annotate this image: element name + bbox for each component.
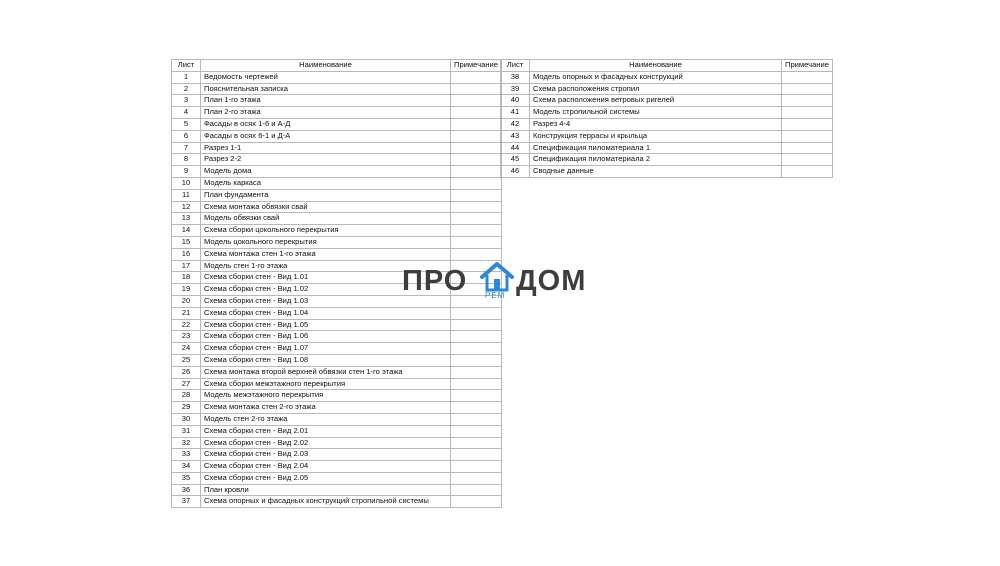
sheet-name-cell: Модель каркаса bbox=[201, 177, 451, 189]
sheet-name-cell: Спецификация пиломатериала 1 bbox=[530, 142, 782, 154]
table-row bbox=[172, 107, 502, 119]
note-cell bbox=[451, 142, 502, 154]
note-cell bbox=[782, 95, 833, 107]
table-row bbox=[172, 390, 502, 402]
table-row bbox=[172, 95, 502, 107]
table-row bbox=[501, 95, 833, 107]
table-row bbox=[172, 236, 502, 248]
sheet-number-cell: 25 bbox=[172, 354, 201, 366]
table-row bbox=[172, 213, 502, 225]
sheet-number-cell: 3 bbox=[172, 95, 201, 107]
table-row bbox=[501, 83, 833, 95]
sheet-name-cell: Схема сборки стен - Вид 1.03 bbox=[201, 295, 451, 307]
sheet-name-cell: Модель стен 1-го этажа bbox=[201, 260, 451, 272]
sheet-number-cell: 20 bbox=[172, 295, 201, 307]
sheet-number-cell: 5 bbox=[172, 118, 201, 130]
sheet-number-cell: 4 bbox=[172, 107, 201, 119]
note-cell bbox=[451, 343, 502, 355]
note-cell bbox=[782, 142, 833, 154]
table-row bbox=[172, 449, 502, 461]
sheet-name-cell: Модель межэтажного перекрытия bbox=[201, 390, 451, 402]
table-row bbox=[172, 366, 502, 378]
sheet-number-cell: 8 bbox=[172, 154, 201, 166]
sheet-number-cell: 23 bbox=[172, 331, 201, 343]
table-row bbox=[172, 201, 502, 213]
table-row bbox=[501, 154, 833, 166]
sheet-name-cell: Схема сборки стен - Вид 2.01 bbox=[201, 425, 451, 437]
sheet-name-cell: Схема сборки стен - Вид 1.08 bbox=[201, 354, 451, 366]
sheet-name-cell: План фундамента bbox=[201, 189, 451, 201]
note-cell bbox=[451, 177, 502, 189]
sheet-name-cell: Схема сборки стен - Вид 1.06 bbox=[201, 331, 451, 343]
sheet-number-cell: 29 bbox=[172, 402, 201, 414]
table-row bbox=[172, 378, 502, 390]
note-cell bbox=[451, 71, 502, 83]
sheet-name-cell: Модель цокольного перекрытия bbox=[201, 236, 451, 248]
sheet-number-cell: 11 bbox=[172, 189, 201, 201]
sheet-name-cell: Модель опорных и фасадных конструкций bbox=[530, 71, 782, 83]
note-cell bbox=[451, 496, 502, 508]
note-cell bbox=[451, 449, 502, 461]
logo-text-right: ДОМ bbox=[516, 265, 587, 297]
note-cell bbox=[782, 166, 833, 178]
sheet-number-cell: 18 bbox=[172, 272, 201, 284]
table-row bbox=[172, 307, 502, 319]
note-cell bbox=[451, 107, 502, 119]
sheet-name-cell: Модель стен 2-го этажа bbox=[201, 413, 451, 425]
table-row bbox=[172, 118, 502, 130]
note-cell bbox=[451, 366, 502, 378]
header-note: Примечание bbox=[782, 60, 833, 72]
note-cell bbox=[451, 189, 502, 201]
note-cell bbox=[451, 484, 502, 496]
sheet-number-cell: 2 bbox=[172, 83, 201, 95]
sheet-name-cell: Разрез 4-4 bbox=[530, 118, 782, 130]
sheet-number-cell: 26 bbox=[172, 366, 201, 378]
sheet-number-cell: 17 bbox=[172, 260, 201, 272]
note-cell bbox=[451, 413, 502, 425]
house-icon bbox=[479, 262, 515, 292]
logo-subtext: РЕМ bbox=[485, 291, 506, 300]
table-row bbox=[172, 225, 502, 237]
sheet-number-cell: 46 bbox=[501, 166, 530, 178]
sheet-name-cell: Схема сборки стен - Вид 2.02 bbox=[201, 437, 451, 449]
sheet-number-cell: 14 bbox=[172, 225, 201, 237]
sheet-number-cell: 32 bbox=[172, 437, 201, 449]
table-row bbox=[501, 142, 833, 154]
sheet-number-cell: 30 bbox=[172, 413, 201, 425]
sheet-name-cell: План 1-го этажа bbox=[201, 95, 451, 107]
header-sheet-number: Лист bbox=[501, 60, 530, 72]
table-row bbox=[172, 343, 502, 355]
table-row bbox=[172, 189, 502, 201]
note-cell bbox=[451, 378, 502, 390]
sheet-number-cell: 24 bbox=[172, 343, 201, 355]
note-cell bbox=[451, 390, 502, 402]
table-row bbox=[172, 142, 502, 154]
sheet-name-cell: Фасады в осях 1-6 и А-Д bbox=[201, 118, 451, 130]
sheet-name-cell: Разрез 1-1 bbox=[201, 142, 451, 154]
sheet-name-cell: Модель стропильной системы bbox=[530, 107, 782, 119]
sheet-number-cell: 45 bbox=[501, 154, 530, 166]
table-row bbox=[172, 402, 502, 414]
sheet-name-cell: Схема монтажа стен 1-го этажа bbox=[201, 248, 451, 260]
drawings-list-table-right bbox=[500, 59, 833, 178]
sheet-number-cell: 28 bbox=[172, 390, 201, 402]
note-cell bbox=[451, 437, 502, 449]
note-cell bbox=[451, 307, 502, 319]
sheet-name-cell: Схема сборки межэтажного перекрытия bbox=[201, 378, 451, 390]
note-cell bbox=[451, 130, 502, 142]
sheet-number-cell: 38 bbox=[501, 71, 530, 83]
sheet-number-cell: 10 bbox=[172, 177, 201, 189]
sheet-name-cell: Пояснительная записка bbox=[201, 83, 451, 95]
table-row bbox=[172, 177, 502, 189]
note-cell bbox=[451, 225, 502, 237]
note-cell bbox=[451, 402, 502, 414]
sheet-number-cell: 12 bbox=[172, 201, 201, 213]
table-row bbox=[172, 472, 502, 484]
sheet-name-cell: План кровли bbox=[201, 484, 451, 496]
table-row bbox=[501, 118, 833, 130]
pro-dom-logo bbox=[402, 262, 602, 304]
sheet-number-cell: 31 bbox=[172, 425, 201, 437]
sheet-name-cell: Фасады в осях 6-1 и Д-А bbox=[201, 130, 451, 142]
sheet-number-cell: 13 bbox=[172, 213, 201, 225]
sheet-number-cell: 16 bbox=[172, 248, 201, 260]
table-row bbox=[172, 130, 502, 142]
table-row bbox=[172, 354, 502, 366]
header-name: Наименование bbox=[530, 60, 782, 72]
table-row bbox=[172, 461, 502, 473]
note-cell bbox=[451, 95, 502, 107]
note-cell bbox=[782, 154, 833, 166]
sheet-number-cell: 41 bbox=[501, 107, 530, 119]
sheet-name-cell: Схема монтажа обвязки свай bbox=[201, 201, 451, 213]
sheet-name-cell: Схема сборки стен - Вид 1.05 bbox=[201, 319, 451, 331]
note-cell bbox=[782, 107, 833, 119]
table-row bbox=[172, 154, 502, 166]
header-name: Наименование bbox=[201, 60, 451, 72]
sheet-number-cell: 6 bbox=[172, 130, 201, 142]
sheet-name-cell: Сводные данные bbox=[530, 166, 782, 178]
header-note: Примечание bbox=[451, 60, 502, 72]
sheet-number-cell: 27 bbox=[172, 378, 201, 390]
note-cell bbox=[451, 118, 502, 130]
table-row bbox=[501, 71, 833, 83]
note-cell bbox=[451, 354, 502, 366]
table-header-row bbox=[172, 60, 502, 72]
note-cell bbox=[451, 213, 502, 225]
note-cell bbox=[451, 331, 502, 343]
table-row bbox=[172, 71, 502, 83]
sheet-name-cell: Модель обвязки свай bbox=[201, 213, 451, 225]
sheet-name-cell: Схема сборки стен - Вид 1.04 bbox=[201, 307, 451, 319]
note-cell bbox=[451, 236, 502, 248]
note-cell bbox=[451, 83, 502, 95]
sheet-name-cell: Конструкция террасы и крыльца bbox=[530, 130, 782, 142]
table-row bbox=[501, 166, 833, 178]
sheet-name-cell: Ведомость чертежей bbox=[201, 71, 451, 83]
header-sheet-number: Лист bbox=[172, 60, 201, 72]
sheet-name-cell: Схема расположения стропил bbox=[530, 83, 782, 95]
sheet-number-cell: 44 bbox=[501, 142, 530, 154]
sheet-number-cell: 40 bbox=[501, 95, 530, 107]
sheet-number-cell: 35 bbox=[172, 472, 201, 484]
sheet-name-cell: Схема сборки стен - Вид 1.02 bbox=[201, 284, 451, 296]
sheet-number-cell: 21 bbox=[172, 307, 201, 319]
sheet-name-cell: Схема сборки стен - Вид 1.01 bbox=[201, 272, 451, 284]
note-cell bbox=[451, 425, 502, 437]
sheet-number-cell: 39 bbox=[501, 83, 530, 95]
sheet-name-cell: План 2-го этажа bbox=[201, 107, 451, 119]
sheet-number-cell: 15 bbox=[172, 236, 201, 248]
sheet-name-cell: Схема сборки цокольного перекрытия bbox=[201, 225, 451, 237]
note-cell bbox=[782, 130, 833, 142]
right-table-body bbox=[501, 71, 833, 177]
note-cell bbox=[451, 248, 502, 260]
note-cell bbox=[451, 166, 502, 178]
sheet-name-cell: Модель дома bbox=[201, 166, 451, 178]
table-header-row bbox=[501, 60, 833, 72]
sheet-number-cell: 9 bbox=[172, 166, 201, 178]
sheet-number-cell: 42 bbox=[501, 118, 530, 130]
sheet-number-cell: 1 bbox=[172, 71, 201, 83]
sheet-name-cell: Схема расположения ветровых ригелей bbox=[530, 95, 782, 107]
sheet-name-cell: Спецификация пиломатериала 2 bbox=[530, 154, 782, 166]
table-row bbox=[172, 319, 502, 331]
table-row bbox=[172, 437, 502, 449]
table-row bbox=[172, 425, 502, 437]
sheet-number-cell: 22 bbox=[172, 319, 201, 331]
table-row bbox=[172, 248, 502, 260]
note-cell bbox=[451, 201, 502, 213]
table-row bbox=[172, 496, 502, 508]
table-row bbox=[172, 484, 502, 496]
sheet-number-cell: 34 bbox=[172, 461, 201, 473]
sheet-name-cell: Схема сборки стен - Вид 1.07 bbox=[201, 343, 451, 355]
sheet-name-cell: Схема сборки стен - Вид 2.05 bbox=[201, 472, 451, 484]
sheet-number-cell: 33 bbox=[172, 449, 201, 461]
sheet-number-cell: 7 bbox=[172, 142, 201, 154]
sheet-name-cell: Разрез 2-2 bbox=[201, 154, 451, 166]
table-row bbox=[172, 83, 502, 95]
note-cell bbox=[782, 83, 833, 95]
note-cell bbox=[451, 319, 502, 331]
sheet-name-cell: Схема сборки стен - Вид 2.03 bbox=[201, 449, 451, 461]
table-row bbox=[172, 166, 502, 178]
sheet-name-cell: Схема сборки стен - Вид 2.04 bbox=[201, 461, 451, 473]
sheet-name-cell: Схема монтажа второй верхней обвязки стен 1-го этажа bbox=[201, 366, 451, 378]
note-cell bbox=[451, 154, 502, 166]
note-cell bbox=[451, 461, 502, 473]
logo-text-left: ПРО bbox=[402, 265, 468, 297]
sheet-name-cell: Схема опорных и фасадных конструкций стропильной системы bbox=[201, 496, 451, 508]
note-cell bbox=[451, 472, 502, 484]
sheet-number-cell: 36 bbox=[172, 484, 201, 496]
note-cell bbox=[782, 71, 833, 83]
sheet-number-cell: 19 bbox=[172, 284, 201, 296]
table-row bbox=[172, 331, 502, 343]
sheet-name-cell: Схема монтажа стен 2-го этажа bbox=[201, 402, 451, 414]
note-cell bbox=[782, 118, 833, 130]
table-row bbox=[501, 130, 833, 142]
sheet-number-cell: 43 bbox=[501, 130, 530, 142]
table-row bbox=[172, 413, 502, 425]
table-row bbox=[501, 107, 833, 119]
sheet-number-cell: 37 bbox=[172, 496, 201, 508]
